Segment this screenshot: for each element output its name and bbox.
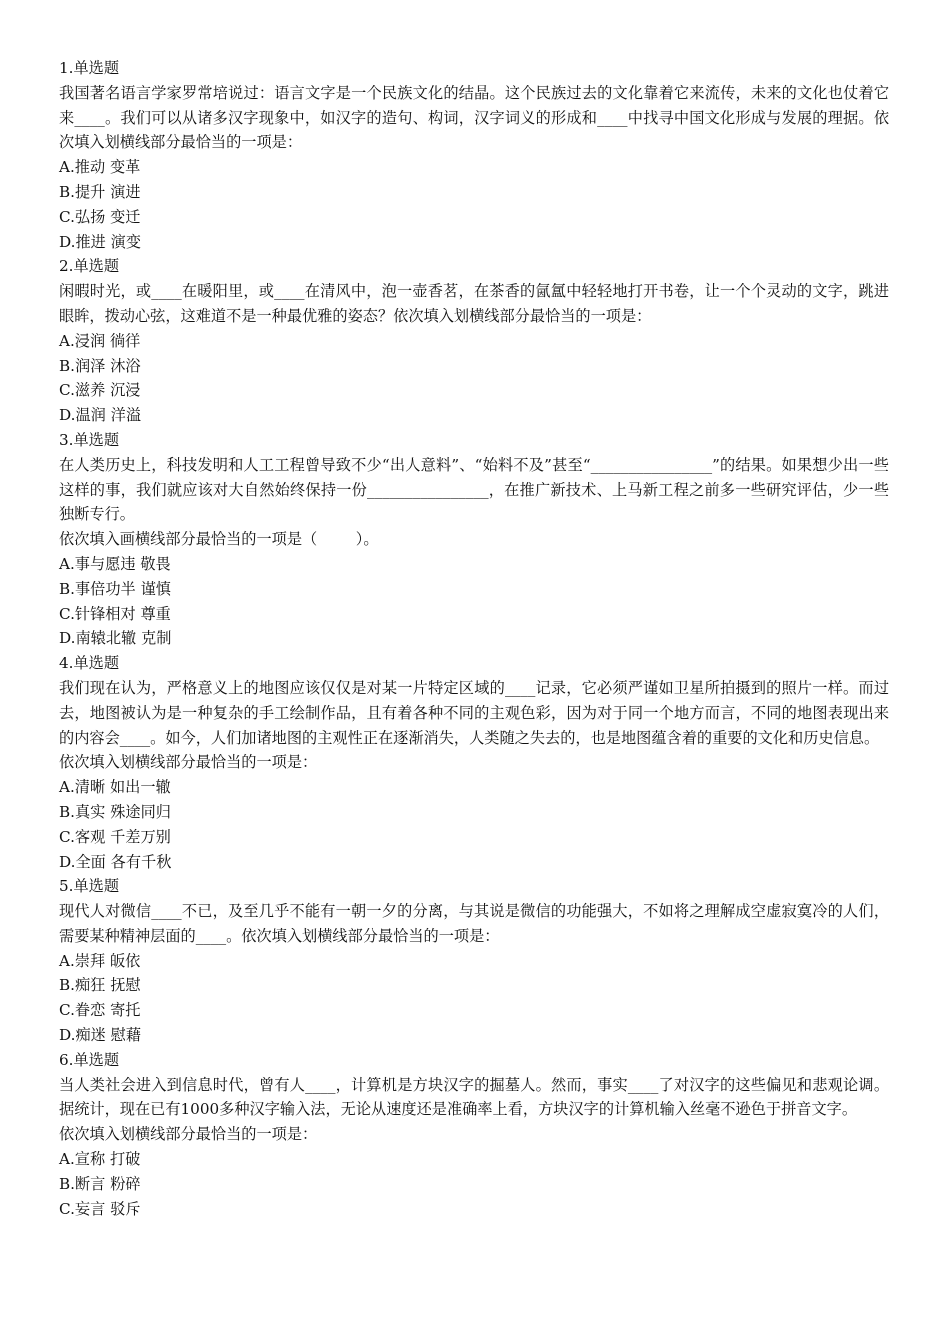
option-d: D.全面 各有千秋 [59, 852, 172, 871]
question-stem: 我们现在认为，严格意义上的地图应该仅仅是对某一片特定区域的____记录，它必须严谨如卫星所拍摄到的照片一样。而过去，地图被认为是一种复杂的手工绘制作品，且有着各种不同的主观色彩，因为对于同一个地方而言，不同的地图表现出来的内容会____。如今，人们加诸地图的主观性正在逐渐消失，人类随之失去的，也是地图蕴含着的重要的文化和历史信息。 [59, 678, 889, 747]
option-b: B.事倍功半 谨慎 [59, 579, 171, 598]
option-a: A.浸润 徜徉 [59, 331, 141, 350]
option-a: A.事与愿违 敬畏 [59, 554, 171, 573]
option-a: A.宣称 打破 [59, 1150, 141, 1169]
option-c: C.弘扬 变迁 [59, 207, 141, 226]
option-d: D.痴迷 慰藉 [59, 1026, 142, 1045]
question-heading: 4.单选题 [59, 654, 120, 673]
question-stem: 闲暇时光，或____在暖阳里，或____在清风中，泡一壶香茗，在茶香的氤氲中轻轻地打开书卷，让一个个灵动的文字，跳进眼眸，拨动心弦，这难道不是一种最优雅的姿态？依次填入划横线部分最恰当的一项是： [59, 282, 889, 325]
question-instruction: 依次填入划横线部分最恰当的一项是： [59, 753, 318, 772]
question-stem: 我国著名语言学家罗常培说过：语言文字是一个民族文化的结晶。这个民族过去的文化靠着它来流传，未来的文化也仗着它来____。我们可以从诸多汉字现象中，如汉字的造句、构词，汉字词义的形成和____中找寻中国文化形成与发展的理据。依次填入划横线部分最恰当的一项是： [59, 83, 889, 152]
option-a: A.清晰 如出一辙 [59, 778, 171, 797]
option-a: A.崇拜 皈依 [59, 951, 141, 970]
option-c: C.妄言 驳斥 [59, 1199, 141, 1218]
option-c: C.客观 千差万别 [59, 827, 171, 846]
option-d: D.温润 洋溢 [59, 406, 142, 425]
question-stem: 在人类历史上，科技发明和人工工程曾导致不少“出人意料”、“始料不及”甚至“________________”的结果。如果想少出一些这样的事，我们就应该对大自然始终保持一份________________，在推广新技术、上马新工程之前多一些研究评估，少一些独断专行。 [59, 455, 889, 524]
exam-document [59, 56, 889, 1221]
question-heading: 2.单选题 [59, 257, 120, 276]
question-3 [59, 428, 889, 651]
question-2 [59, 254, 889, 428]
question-6 [59, 1048, 889, 1222]
question-stem: 当人类社会进入到信息时代，曾有人____，计算机是方块汉字的掘墓人。然而，事实____了对汉字的这些偏见和悲观论调。据统计，现在已有1000多种汉字输入法，无论从速度还是准确率上看，方块汉字的计算机输入丝毫不逊色于拼音文字。 [59, 1075, 889, 1119]
option-b: B.润泽 沐浴 [59, 356, 141, 375]
option-b: B.提升 演进 [59, 182, 141, 201]
option-c: C.滋养 沉浸 [59, 381, 141, 400]
option-d: D.推进 演变 [59, 232, 142, 251]
question-heading: 1.单选题 [59, 59, 120, 77]
question-heading: 3.单选题 [59, 430, 120, 449]
question-4 [59, 651, 889, 874]
option-d: D.南辕北辙 克制 [59, 629, 172, 648]
question-instruction: 依次填入画横线部分最恰当的一项是（ ）。 [59, 530, 379, 549]
option-b: B.痴狂 抚慰 [59, 976, 141, 995]
option-c: C.针锋相对 尊重 [59, 604, 171, 623]
question-1 [59, 56, 889, 254]
option-b: B.断言 粉碎 [59, 1174, 141, 1193]
question-heading: 6.单选题 [59, 1050, 120, 1069]
question-stem: 现代人对微信____不已，及至几乎不能有一朝一夕的分离，与其说是微信的功能强大，不如将之理解成空虚寂寞冷的人们，需要某种精神层面的____。依次填入划横线部分最恰当的一项是： [59, 902, 889, 945]
question-instruction: 依次填入划横线部分最恰当的一项是： [59, 1125, 318, 1144]
question-5 [59, 874, 889, 1048]
question-heading: 5.单选题 [59, 877, 120, 896]
option-c: C.眷恋 寄托 [59, 1001, 141, 1020]
option-a: A.推动 变革 [59, 158, 141, 177]
option-b: B.真实 殊途同归 [59, 802, 171, 821]
